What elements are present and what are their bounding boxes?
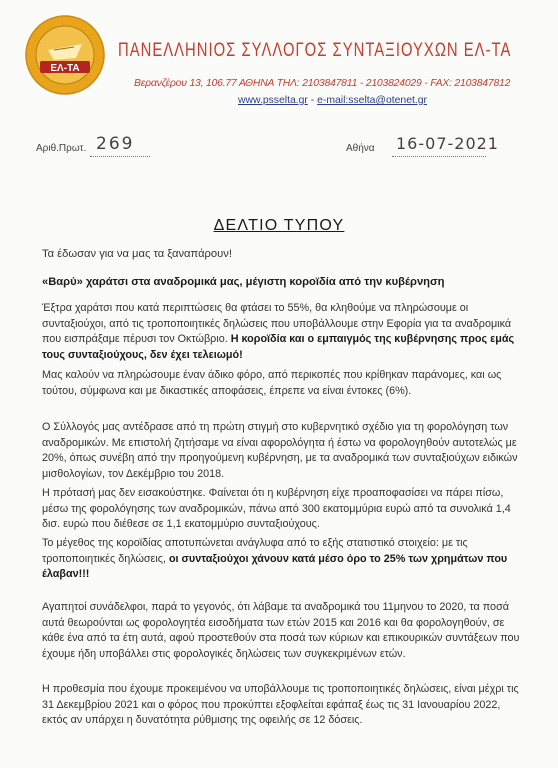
date-underline xyxy=(392,156,486,157)
lead-headline: «Βαρύ» χαράτσι στα αναδρομικά μας, μέγιστη κοροϊδία από την κυβέρνηση xyxy=(42,276,445,288)
organization-name: ΠΑΝΕΛΛΗΝΙΟΣ ΣΥΛΛΟΓΟΣ ΣΥΝΤΑΞΙΟΥΧΩΝ ΕΛ-ΤΑ xyxy=(118,40,512,61)
protocol-number: 269 xyxy=(96,134,135,154)
paragraph-2: Μας καλούν να πληρώσουμε έναν άδικο φόρο, από περικοπές που κρίθηκαν παράνομες, και ως τούτου, σύμφωνα και με δικαστικές αποφάσεις, έπρεπε να είναι έντοκες (6%). xyxy=(42,369,502,397)
paragraph-1-text: Έξτρα χαράτσι που κατά περιπτώσεις θα φτάσει το 55%, θα κληθούμε να πληρώσουμε οι συνταξιούχοι, από τις τροποποιητικές δηλώσεις που υποβάλλουμε στην Εφορία για τα αναδρομικά που εισπράξαμε πέρυσι τον Οκτώβριο. xyxy=(42,302,512,346)
contact-separator: - xyxy=(307,95,318,106)
organization-contacts xyxy=(238,95,427,106)
protocol-label: Αριθ.Πρωτ. xyxy=(36,143,87,154)
protocol-underline xyxy=(90,156,150,157)
website-link[interactable]: www.psselta.gr xyxy=(238,95,308,106)
date-value: 16-07-2021 xyxy=(396,134,499,153)
paragraph-6: Αγαπητοί συνάδελφοι, παρά το γεγονός, ότι λάβαμε τα αναδρομικά του 11μηνου το 2020, τα ποσά αυτά θεωρούνται ως φορολογητέα εισοδήματα των ετών 2015 και 2016 και θα φορολογηθούν, σε κάθε ένα από τα έτη αυτά, αφού προστεθούν στα ποσά των κύριων και επικουρικών συντάξεων που έχουμε ήδη υποβάλλει στις φορολογικές δηλώσεις των συγκεκριμένων ετών. xyxy=(42,601,520,660)
subtitle: Τα έδωσαν για να μας τα ξαναπάρουν! xyxy=(42,248,232,260)
paragraph-1-emphasis: Η κοροϊδία και ο εμπαιγμός της κυβέρνησης προς εμάς τους συνταξιούχους, δεν έχει τελειωμό! xyxy=(42,333,515,361)
paragraph-1 xyxy=(42,301,522,363)
paragraph-4: Η πρότασή μας δεν εισακούστηκε. Φαίνεται ότι η κυβέρνηση είχε προαποφασίσει να πάρει πίσω, μέσω της φορολόγησης των αναδρομικών, πάνω από 300 εκατομμύρια ευρώ από τα συνολικά 1,4 δισ. ευρώ που διέθεσε σε 1,1 εκατομμύριο συνταξιούχους. xyxy=(42,487,511,531)
document-title: ΔΕΛΤΙΟ ΤΥΠΟΥ xyxy=(213,217,345,234)
association-logo xyxy=(24,14,106,96)
logo-text: ΕΛ-ΤΑ xyxy=(50,63,80,74)
paragraph-5 xyxy=(42,536,522,583)
paragraph-3: Ο Σύλλογός μας αντέδρασε από τη πρώτη στιγμή στο κυβερνητικό σχέδιο για τη φορολόγηση των αναδρομικών. Με επιστολή ζητήσαμε να είναι αφορολόγητα ή έστω να φορολογηθούν αυτοτελώς με 20%, όπως συνέβη από την προηγούμενη κυβέρνηση, με τα αναδρομικά των συνταξιούχων ειδικών μισθολογίων, τον Δεκέμβριο του 2018. xyxy=(42,421,518,480)
paragraph-7: Η προθεσμία που έχουμε προκειμένου να υποβάλλουμε τις τροποποιητικές δηλώσεις, είναι μέχρι τις 31 Δεκεμβρίου 2021 και ο φόρος που προκύπτει εξοφλείται εφάπαξ έως τις 31 Ιανουαρίου 2022, εκτός αν υπάρχει η δυνατότητα ρύθμισης της οφειλής σε 12 δόσεις. xyxy=(42,683,519,727)
date-label: Αθήνα xyxy=(346,143,375,154)
paragraph-5-text: Το μέγεθος της κοροϊδίας αποτυπώνεται ανάγλυφα από το εξής στατιστικό στοιχείο: με τις τροποποιητικές δηλώσεις, xyxy=(42,537,468,565)
email-link[interactable]: e-mail:sselta@otenet.gr xyxy=(317,95,427,106)
organization-address: Βερανζέρου 13, 106.77 ΑΘΗΝΑ ΤΗΛ: 2103847811 - 2103824029 - FAX: 2103847812 xyxy=(134,78,511,89)
paragraph-5-emphasis: οι συνταξιούχοι χάνουν κατά μέσο όρο το 25% των χρημάτων που έλαβαν!!! xyxy=(42,552,508,581)
